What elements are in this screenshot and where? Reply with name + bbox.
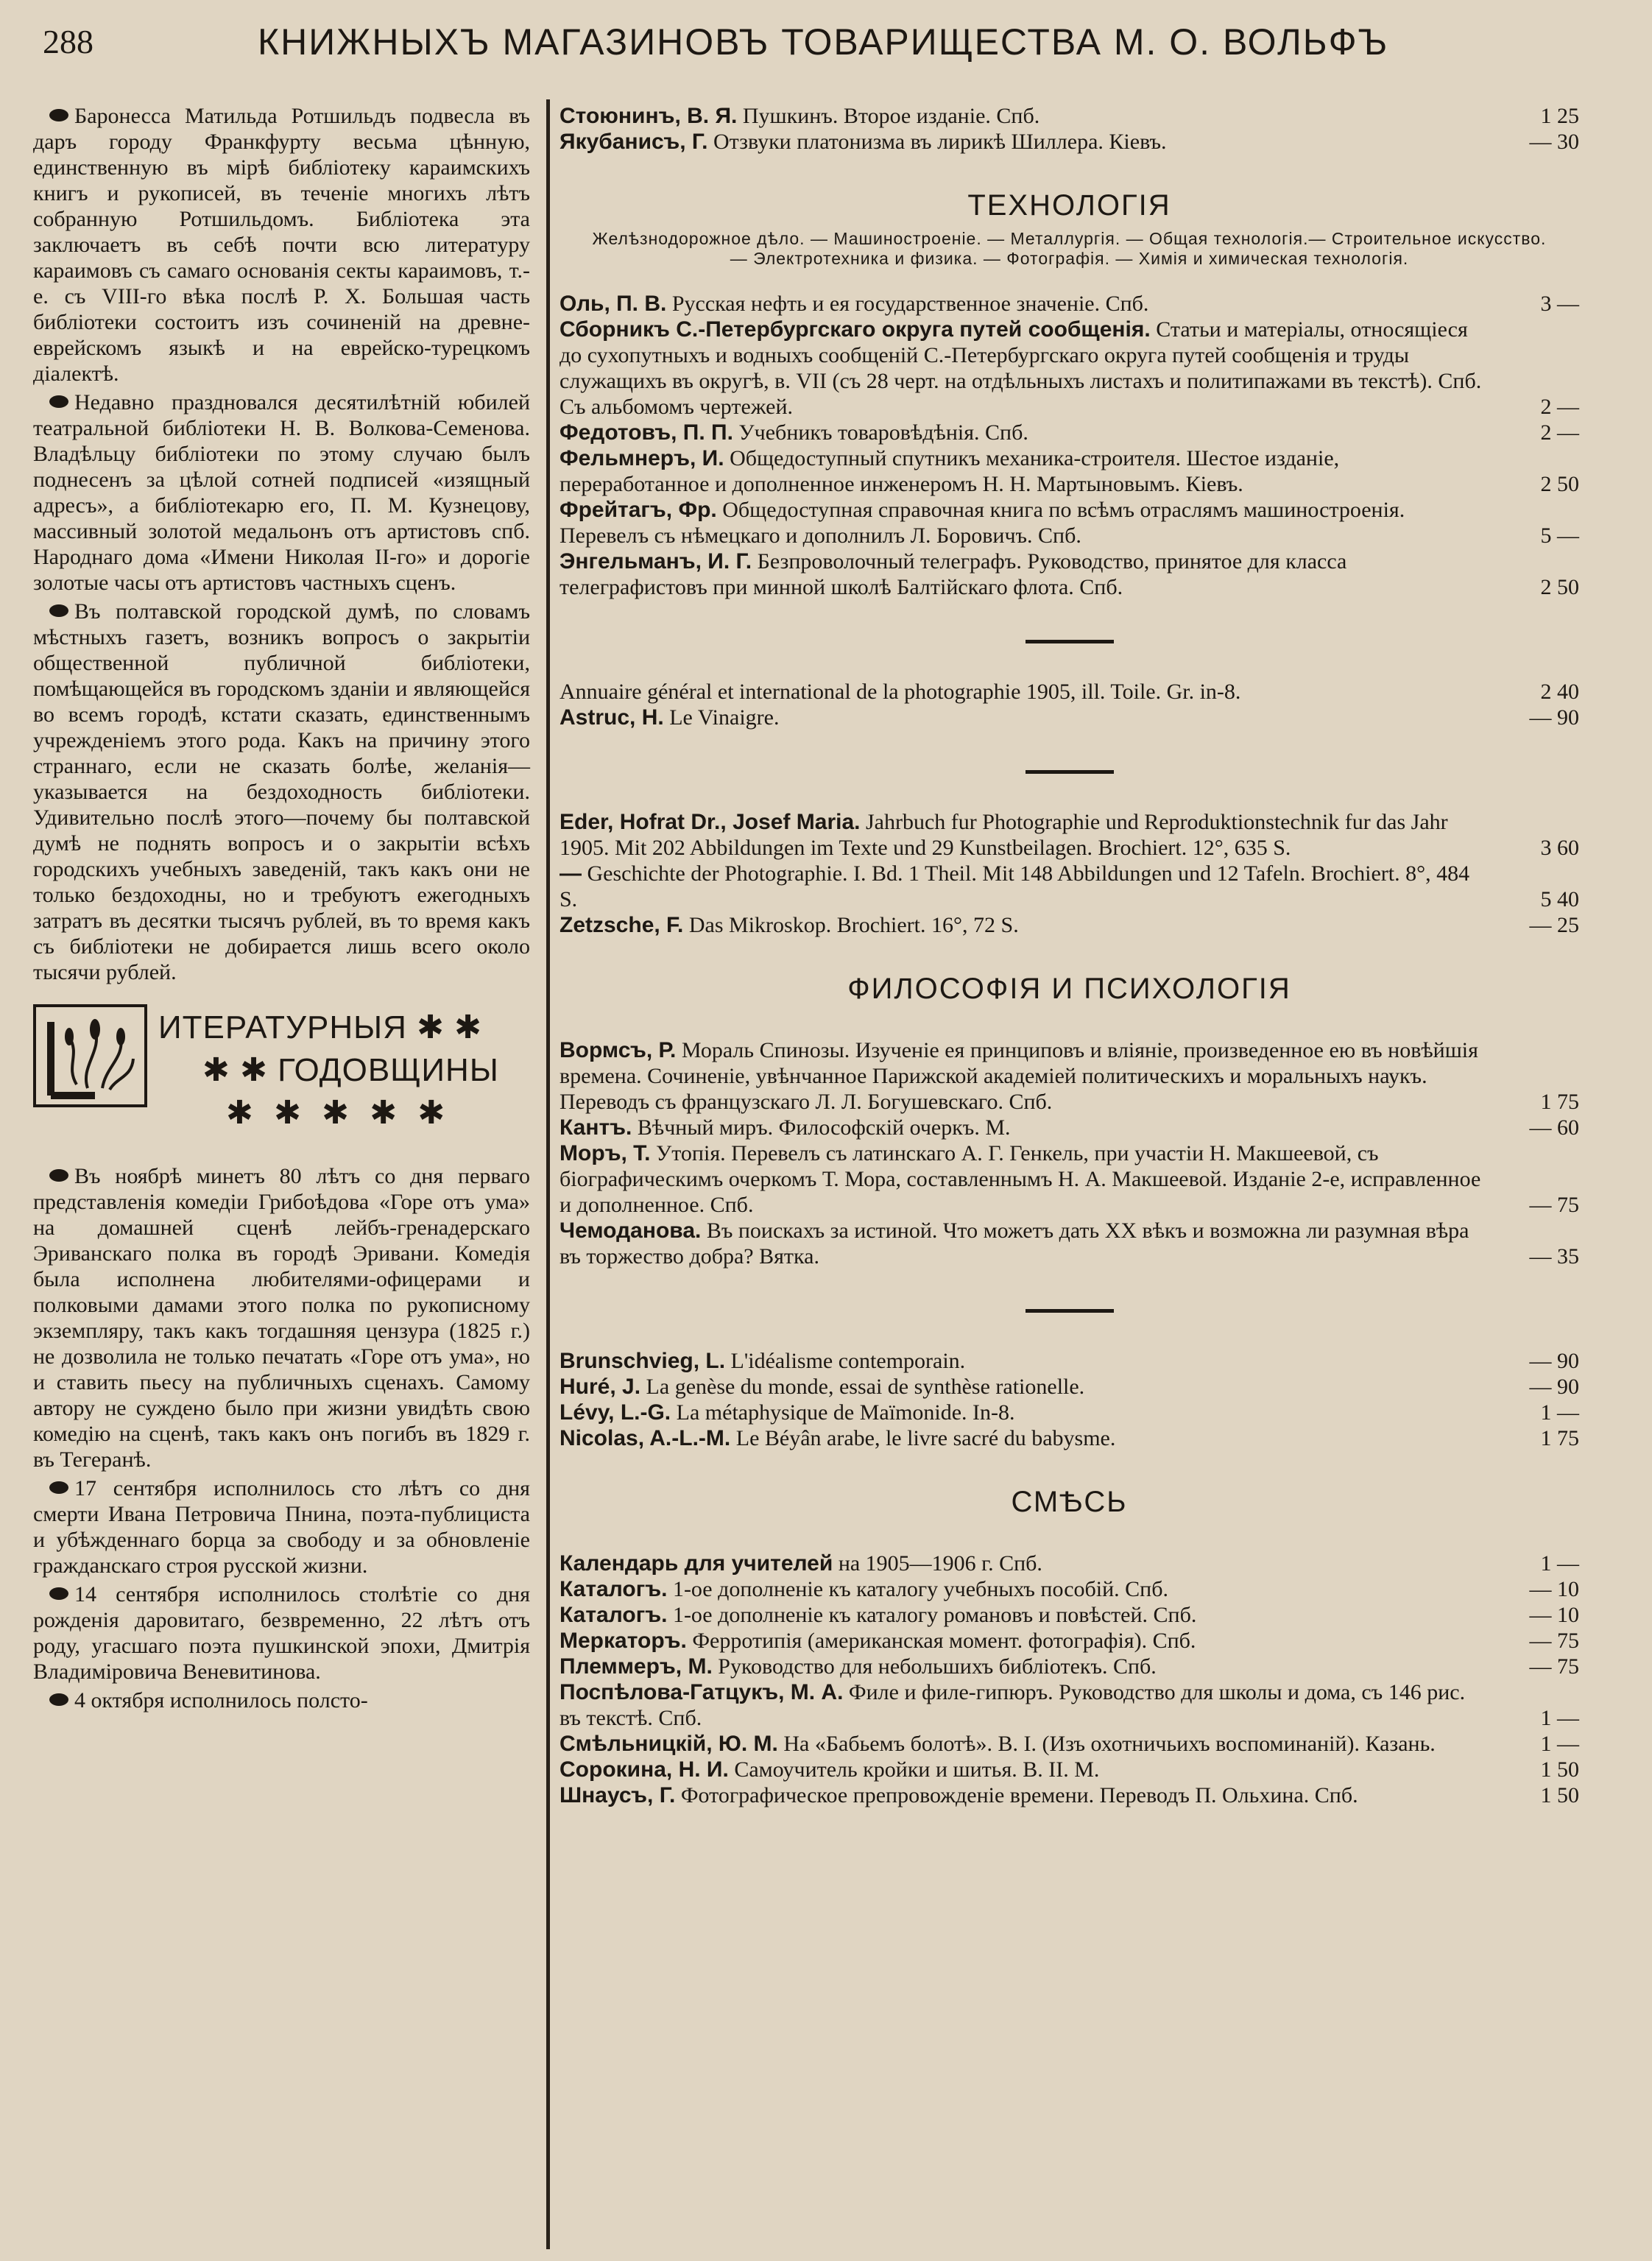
catalog-entry: Фрейтагъ, Фр. Общедоступная справочная книга по всѣмъ отраслямъ машиностроенія. Перевелъ съ нѣмецкаго и дополнилъ Л. Боровичъ. Спб. 5 —	[560, 498, 1579, 548]
decorative-initial-l-icon	[33, 1004, 147, 1107]
price: — 75	[1529, 1654, 1579, 1679]
miscellany-entries	[560, 1551, 1579, 1808]
price: 2 —	[1540, 420, 1579, 445]
bullet-icon	[49, 109, 68, 121]
photo-french-entries	[560, 679, 1579, 730]
price: 1 75	[1540, 1090, 1579, 1114]
section-title-philosophy: ФИЛОСОФІЯ И ПСИХОЛОГІЯ	[847, 973, 1291, 1005]
bullet-icon	[49, 1693, 68, 1706]
bullet-icon	[49, 1481, 68, 1494]
price: 1 75	[1540, 1426, 1579, 1450]
catalog-entry: Поспѣлова-Гатцукъ, М. А. Филе и филе-гипюръ. Руководство для школы и дома, съ 146 рис. въ текстѣ. Спб. 1 —	[560, 1680, 1579, 1730]
price: — 30	[1529, 130, 1579, 154]
price: 2 50	[1540, 472, 1579, 496]
price: 1 —	[1540, 1706, 1579, 1730]
catalog-entry: — Geschichte der Photographie. I. Bd. 1 Theil. Mit 148 Abbildungen und 12 Tafeln. Brochiert. 8°, 484 S. 5 40	[560, 861, 1579, 911]
catalog-entry: Стоюнинъ, В. Я. Пушкинъ. Второе изданіе. Спб. 1 25	[560, 104, 1579, 128]
bullet-icon	[49, 1587, 68, 1600]
heading-line-1: ИТЕРАТУРНЫЯ ✱ ✱	[158, 1009, 483, 1045]
catalog-entry: Племмеръ, М. Руководство для небольшихъ библіотекъ. Спб. — 75	[560, 1654, 1579, 1679]
photo-german-entries	[560, 809, 1579, 938]
column-divider	[546, 99, 550, 2249]
price: 2 40	[1540, 680, 1579, 704]
anniversary-paragraph: 14 сентября исполнилось столѣтіе со дня рожденія даровитаго, безвременно, 22 лѣтъ отъ роду, угасшаго поэта пушкинской эпохи, Дмитрія Владиміровича Веневитинова.	[33, 1582, 530, 1684]
catalog-entry: Astruc, H. Le Vinaigre. — 90	[560, 705, 1579, 730]
heading-line-2: ✱ ✱ ГОДОВЩИНЫ	[202, 1052, 499, 1088]
heading-stars: ✱ ✱ ✱ ✱ ✱	[226, 1095, 451, 1131]
catalog-entry: Zetzsche, F. Das Mikroskop. Brochiert. 16°, 72 S. — 25	[560, 913, 1579, 937]
philosophy-entries	[560, 1037, 1579, 1269]
catalog-entry: Annuaire général et international de la photographie 1905, ill. Toile. Gr. in-8. 2 40	[560, 680, 1579, 704]
news-paragraph: Въ полтавской городской думѣ, по словамъ мѣстныхъ газетъ, возникъ вопросъ о закрытіи общественной публичной библіотеки, помѣщающейся въ городскомъ зданіи и являющейся во всемъ городѣ, кстати сказать, единственнымъ учрежденіемъ этого рода. Какъ на причину этого страннаго, если не сказать болѣе, желанія— указывается на бездоходность библіотеки. Удивительно послѣ этого—почему бы полтавской думѣ не поднять вопросъ и о закрытіи всѣхъ городскихъ учебныхъ заведеній, такъ какъ они не только бездоходны, но и требуютъ ежегодныхъ затратъ въ десятки тысячъ рублей, въ то время какъ съ библіотеки не добирается лишь всего около тысячи рублей.	[33, 599, 530, 984]
price: 5 40	[1540, 887, 1579, 911]
page-number: 288	[43, 23, 93, 60]
price: 1 —	[1540, 1400, 1579, 1425]
catalog-entry: Федотовъ, П. П. Учебникъ товаровѣдѣнія. Спб. 2 —	[560, 420, 1579, 445]
catalog-entry: Вормсъ, Р. Мораль Спинозы. Изученіе ея принциповъ и вліяніе, произведенное ею въ новѣйшія времена. Сочиненіе, увѣнчанное Парижской академіей политическихъ и моральныхъ наукъ. Переводъ съ французскаго Л. Л. Богушевскаго. Спб. 1 75	[560, 1038, 1579, 1114]
catalog-entry: Моръ, Т. Утопія. Перевелъ съ латинскаго А. Г. Генкель, при участіи Н. Макшеевой, съ біографическимъ очеркомъ Т. Мора, составленнымъ Н. А. Макшеевой. Изданіе 2-е, исправленное и дополненное. Спб. — 75	[560, 1141, 1579, 1217]
catalog-entry: Кантъ. Вѣчный миръ. Философскій очеркъ. М. — 60	[560, 1115, 1579, 1140]
news-paragraph: Недавно праздновался десятилѣтній юбилей театральной библіотеки Н. В. Волкова-Семенова. Владѣльцу библіотеки по этому случаю былъ поднесенъ за цѣлой сотней подписей «изящный адресъ», а библіотекарю его, П. М. Кузнецову, массивный золотой медальонъ отъ артистовъ спб. Народнаго дома «Имени Николая II-го» и дорогіе золотые часы отъ артистовъ частныхъ сценъ.	[33, 390, 530, 595]
catalog-entry: Календарь для учителей на 1905—1906 г. Спб. 1 —	[560, 1551, 1579, 1576]
price: — 75	[1529, 1629, 1579, 1653]
anniversaries-heading	[33, 1004, 530, 1144]
catalog-entry: Энгельманъ, И. Г. Безпроволочный телеграфъ. Руководство, принятое для класса телеграфистовъ при минной школѣ Балтійскаго флота. Спб. 2 50	[560, 549, 1579, 599]
news-paragraph: Баронесса Матильда Ротшильдъ подвесла въ даръ городу Франкфурту весьма цѣнную, единственную въ мірѣ библіотеку караимскихъ книгъ и рукописей, въ теченіе многихъ лѣтъ собранную Ротшильдомъ. Библіотека эта заключаетъ въ себѣ почти всю литературу караимовъ съ самаго основанія секты караимовъ, т.-е. съ VIII-го вѣка послѣ Р. Х. Большая часть библіотеки состоитъ изъ сочиненій на древне-еврейскомъ языкѣ и на еврейско-турецкомъ діалектѣ.	[33, 104, 530, 386]
price: — 10	[1529, 1577, 1579, 1601]
section-subtitle-technology: Желѣзнодорожное дѣло. — Машиностроеніе. — Металлургія. — Общая технологія.— Строительное искусство. — Электротехника и физика. — Фотографія. — Химія и химическая технологія.	[592, 229, 1547, 268]
price: 1 —	[1540, 1732, 1579, 1756]
catalog-entry: Смѣльницкій, Ю. М. На «Бабьемъ болотѣ». В. I. (Изъ охотничьихъ воспоминаній). Казань. 1 —	[560, 1732, 1579, 1756]
catalog-entry: Brunschvieg, L. L'idéalisme contemporain. — 90	[560, 1349, 1579, 1373]
catalog-column	[560, 103, 1579, 1808]
catalog-entry: Фельмнеръ, И. Общедоступный спутникъ механика-строителя. Шестое изданіе, переработанное и дополненное инженеромъ Н. Н. Мартыновымъ. Кіевъ. 2 50	[560, 446, 1579, 496]
price: 3 —	[1540, 292, 1579, 316]
price: — 90	[1529, 1349, 1579, 1373]
price: — 60	[1529, 1115, 1579, 1140]
price: — 90	[1529, 705, 1579, 730]
price: 1 —	[1540, 1551, 1579, 1576]
section-divider	[1026, 640, 1114, 643]
technology-entries	[560, 291, 1579, 600]
price: — 75	[1529, 1193, 1579, 1217]
catalog-entry: Eder, Hofrat Dr., Josef Maria. Jahrbuch fur Photographie und Reproduktionstechnik fur das Jahr 1905. Mit 202 Abbildungen im Texte und 29 Kunstbeilagen. Brochiert. 12°, 635 S. 3 60	[560, 810, 1579, 860]
anniversary-paragraph: 17 сентября исполнилось сто лѣтъ со дня смерти Ивана Петровича Пнина, поэта-публициста и убѣжденнаго борца за свободу и за обновленіе гражданскаго строя русской жизни.	[33, 1476, 530, 1578]
price: 5 —	[1540, 523, 1579, 548]
section-divider	[1026, 770, 1114, 774]
price: 1 25	[1540, 104, 1579, 128]
catalog-entry: Huré, J. La genèse du monde, essai de synthèse rationelle. — 90	[560, 1375, 1579, 1399]
running-title: КНИЖНЫХЪ МАГАЗИНОВЪ ТОВАРИЩЕСТВА М. О. ВОЛЬФЪ	[258, 21, 1389, 63]
page-header	[0, 0, 1652, 74]
price: 1 50	[1540, 1783, 1579, 1807]
section-title-technology: ТЕХНОЛОГІЯ	[967, 189, 1171, 222]
price: 1 50	[1540, 1757, 1579, 1782]
section-title-miscellany: СМѢСЬ	[1011, 1486, 1128, 1518]
catalog-entry: Якубанисъ, Г. Отзвуки платонизма въ лирикѣ Шиллера. Кіевъ. — 30	[560, 130, 1579, 154]
price: — 90	[1529, 1375, 1579, 1399]
top-entries	[560, 103, 1579, 155]
price: — 35	[1529, 1244, 1579, 1269]
price: 2 —	[1540, 395, 1579, 419]
philosophy-french-entries	[560, 1348, 1579, 1451]
bullet-icon	[49, 395, 68, 408]
catalog-entry: Оль, П. В. Русская нефть и ея государственное значеніе. Спб. 3 —	[560, 292, 1579, 316]
anniversary-paragraph: 4 октября исполнилось полсто-	[33, 1687, 530, 1713]
bullet-icon	[49, 1169, 68, 1182]
price: 3 60	[1540, 836, 1579, 860]
bullet-icon	[49, 604, 68, 617]
catalog-entry: Каталогъ. 1-ое дополненіе къ каталогу романовъ и повѣстей. Спб. — 10	[560, 1603, 1579, 1627]
price: — 25	[1529, 913, 1579, 937]
catalog-entry: Каталогъ. 1-ое дополненіе къ каталогу учебныхъ пособій. Спб. — 10	[560, 1577, 1579, 1601]
catalog-entry: Сорокина, Н. И. Самоучитель кройки и шитья. В. II. М. 1 50	[560, 1757, 1579, 1782]
catalog-entry: Чемоданова. Въ поискахъ за истиной. Что можетъ дать XX вѣкъ и возможна ли разумная вѣра въ торжество добра? Вятка. — 35	[560, 1218, 1579, 1269]
anniversary-paragraph: Въ ноябрѣ минетъ 80 лѣтъ со дня перваго представленія комедіи Грибоѣдова «Горе отъ ума» на домашней сценѣ лейбъ-гренадерскаго Эриванскаго полка въ городѣ Эривани. Комедія была исполнена любителями-офицерами и полковыми дамами этого полка по рукописному экземпляру, такъ какъ тогдашняя цензура (1825 г.) не дозволила не только печатать «Горе отъ ума», но и ставить пьесу на публичныхъ сценахъ. Самому автору не суждено было при жизни увидѣть свою комедію на сценѣ, такъ какъ онъ погибъ въ 1829 г. въ Тегеранѣ.	[33, 1164, 530, 1472]
catalog-entry: Lévy, L.-G. La métaphysique de Maïmonide. In-8. 1 —	[560, 1400, 1579, 1425]
price: 2 50	[1540, 575, 1579, 599]
catalog-entry: Меркаторъ. Ферротипія (американская момент. фотографія). Спб. — 75	[560, 1629, 1579, 1653]
catalog-entry: Шнаусъ, Г. Фотографическое препровожденіе времени. Переводъ П. Ольхина. Спб. 1 50	[560, 1783, 1579, 1807]
catalog-entry: Сборникъ С.-Петербургскаго округа путей сообщенія. Статьи и матеріалы, относящіеся до сухопутныхъ и водныхъ сообщеній С.-Петербургскаго округа путей сообщенія и труды служащихъ въ округѣ, в. VII (съ 28 черт. на отдѣльныхъ листахъ и политипажами въ текстѣ). Спб. Съ альбомомъ чертежей. 2 —	[560, 317, 1579, 419]
catalog-entry: Nicolas, A.-L.-M. Le Béyân arabe, le livre sacré du babysme. 1 75	[560, 1426, 1579, 1450]
news-column	[33, 103, 530, 1716]
section-divider	[1026, 1309, 1114, 1313]
price: — 10	[1529, 1603, 1579, 1627]
